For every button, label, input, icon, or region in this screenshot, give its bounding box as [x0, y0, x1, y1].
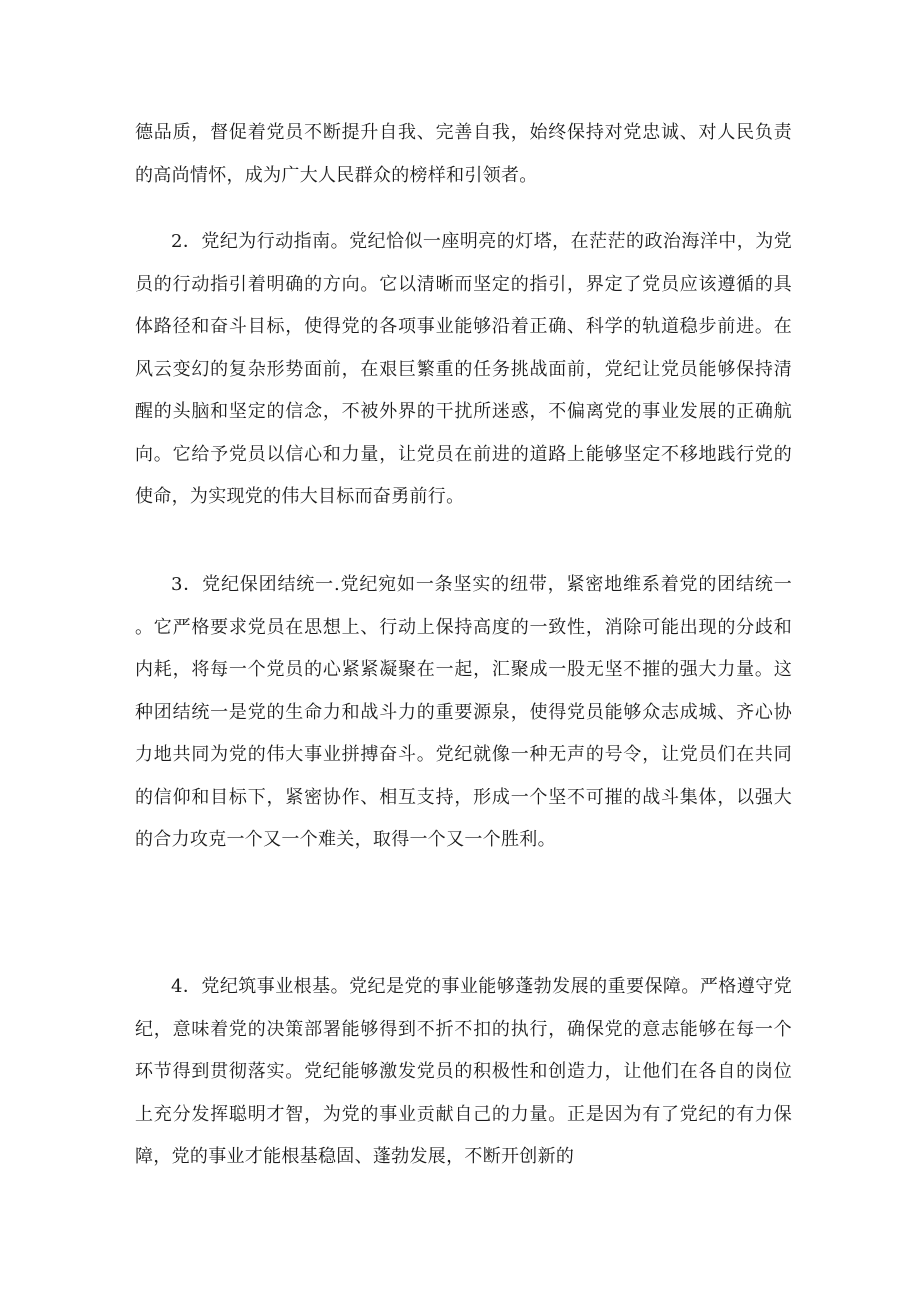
- paragraph-2-action-guide: 2．党纪为行动指南。党纪恰似一座明亮的灯塔，在茫茫的政治海洋中，为党员的行动指引着明确的方向。它以清晰而坚定的指引，界定了党员应该遵循的具体路径和奋斗目标，使得党的各项事业能够沿着正确、科学的轨道稳步前进。在风云变幻的复杂形势面前，在艰巨繁重的任务挑战面前，党纪让党员能够保持清醒的头脑和坚定的信念，不被外界的干扰所迷惑，不偏离党的事业发展的正确航向。它给予党员以信心和力量，让党员在前进的道路上能够坚定不移地践行党的使命，为实现党的伟大目标而奋勇前行。: [135, 231, 792, 507]
- paragraph-4-foundation: 4．党纪筑事业根基。党纪是党的事业能够蓬勃发展的重要保障。严格遵守党纪，意味着党的决策部署能够得到不折不扣的执行，确保党的意志能够在每一个环节得到贯彻落实。党纪能够激发党员的积极性和创造力，让他们在各自的岗位上充分发挥聪明才智，为党的事业贡献自己的力量。正是因为有了党纪的有力保障，党的事业才能根基稳固、蓬勃发展，不断开创新的: [135, 976, 792, 1167]
- paragraph-3-unity: 3．党纪保团结统一.党纪宛如一条坚实的纽带，紧密地维系着党的团结统一。它严格要求党员在思想上、行动上保持高度的一致性，消除可能出现的分歧和内耗，将每一个党员的心紧紧凝聚在一起，汇聚成一股无坚不摧的强大力量。这种团结统一是党的生命力和战斗力的重要源泉，使得党员能够众志成城、齐心协力地共同为党的伟大事业拼搏奋斗。党纪就像一种无声的号令，让党员们在共同的信仰和目标下，紧密协作、相互支持，形成一个坚不可摧的战斗集体，以强大的合力攻克一个又一个难关，取得一个又一个胜利。: [135, 574, 792, 850]
- paragraph-continuation: 德品质，督促着党员不断提升自我、完善自我，始终保持对党忠诚、对人民负责的高尚情怀，成为广大人民群众的榜样和引领者。: [135, 122, 792, 186]
